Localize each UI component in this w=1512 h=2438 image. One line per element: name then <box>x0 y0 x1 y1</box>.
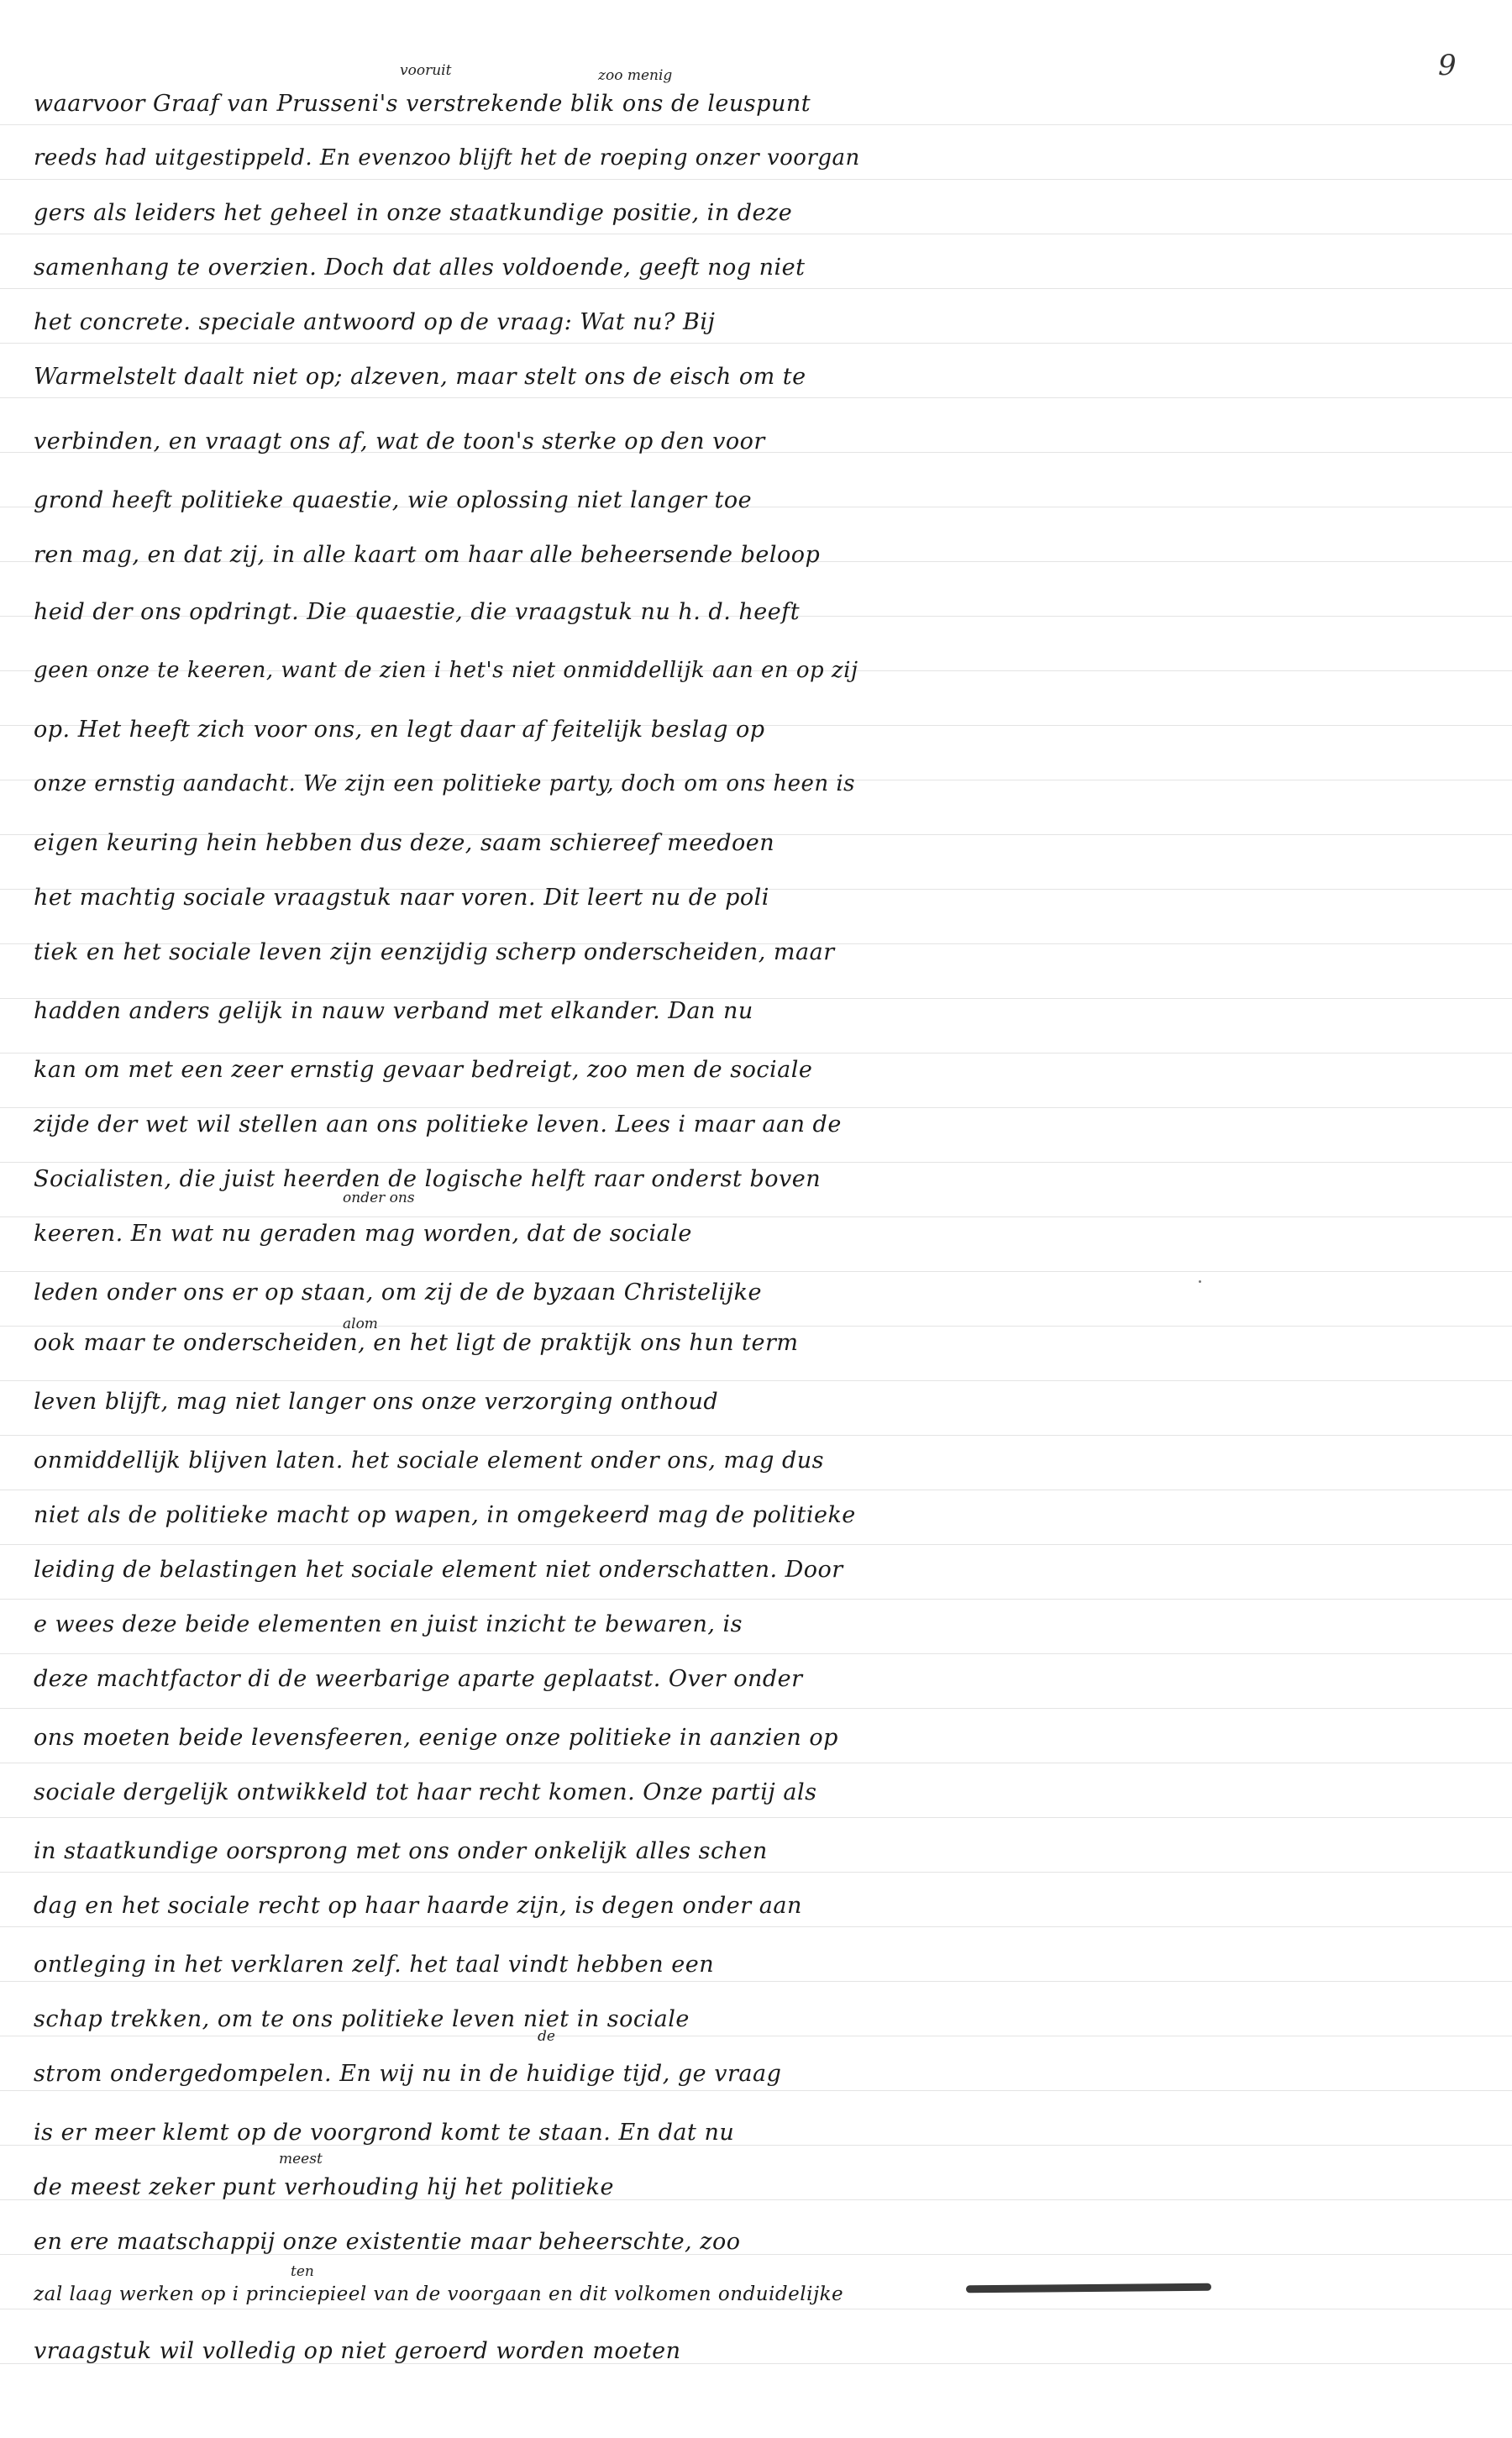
manuscript-line: geen onze te keeren, want de zien i het's niet onmiddellijk aan en op zij <box>34 658 858 683</box>
manuscript-line: dag en het sociale recht op haar haarde zijn, is degen onder aan <box>34 1893 802 1919</box>
ruled-line <box>0 2090 1512 2091</box>
ruled-line <box>0 1872 1512 1873</box>
manuscript-line: samenhang te overzien. Doch dat alles voldoende, geeft nog niet <box>34 255 806 281</box>
manuscript-line: Warmelstelt daalt niet op; alzeven, maar stelt ons de eisch om te <box>34 364 806 390</box>
manuscript-line: sociale dergelijk ontwikkeld tot haar recht komen. Onze partij als <box>34 1779 817 1805</box>
ruled-line <box>0 1653 1512 1654</box>
manuscript-line: in staatkundige oorsprong met ons onder onkelijk alles schen <box>34 1838 768 1864</box>
manuscript-line: ontleging in het verklaren zelf. het taal vindt hebben een <box>34 1952 715 1978</box>
manuscript-line: het concrete. speciale antwoord op de vraag: Wat nu? Bij <box>34 309 716 335</box>
ruled-line <box>0 124 1512 125</box>
ruled-line <box>0 1162 1512 1163</box>
manuscript-line: gers als leiders het geheel in onze staatkundige positie, in deze <box>34 200 793 226</box>
ruled-line <box>0 288 1512 289</box>
insertion-alom: alom <box>343 1316 378 1332</box>
manuscript-line: deze machtfactor di de weerbarige aparte geplaatst. Over onder <box>34 1666 803 1692</box>
manuscript-line: heid der ons opdringt. Die quaestie, die vraagstuk nu h. d. heeft <box>34 599 801 625</box>
ruled-line <box>0 1380 1512 1381</box>
manuscript-line: vraagstuk wil volledig op niet geroerd worden moeten <box>34 2338 681 2364</box>
manuscript-line: verbinden, en vraagt ons af, wat de toon's sterke op den voor <box>34 428 765 454</box>
ruled-line <box>0 1107 1512 1108</box>
page-number: 9 <box>1438 49 1457 82</box>
insertion-de: de <box>538 2028 555 2045</box>
manuscript-line: reeds had uitgestippeld. En evenzoo blijft het de roeping onzer voorgan <box>34 145 860 171</box>
ruled-line <box>0 1817 1512 1818</box>
manuscript-line: grond heeft politieke quaestie, wie oplossing niet langer toe <box>34 487 753 513</box>
manuscript-line: de meest zeker punt verhouding hij het politieke <box>34 2174 614 2200</box>
ink-dot <box>1199 1280 1201 1283</box>
manuscript-line: keeren. En wat nu geraden mag worden, dat de sociale <box>34 1221 692 1247</box>
manuscript-line: leiding de belastingen het sociale element niet onderschatten. Door <box>34 1557 843 1583</box>
ruled-line <box>0 1599 1512 1600</box>
manuscript-line: ook maar te onderscheiden, en het ligt de praktijk ons hun term <box>34 1330 799 1356</box>
manuscript-line: schap trekken, om te ons politieke leven niet in sociale <box>34 2006 690 2032</box>
manuscript-line: onze ernstig aandacht. We zijn een politieke party, doch om ons heen is <box>34 771 856 796</box>
ruled-line <box>0 1926 1512 1927</box>
manuscript-line: waarvoor Graaf van Prusseni's verstrekende blik ons de leuspunt <box>34 91 811 117</box>
ruled-line <box>0 1544 1512 1545</box>
manuscript-line: ons moeten beide levensfeeren, eenige onze politieke in aanzien op <box>34 1725 838 1751</box>
manuscript-line: niet als de politieke macht op wapen, in omgekeerd mag de politieke <box>34 1502 856 1528</box>
ruled-line <box>0 179 1512 180</box>
ruled-line <box>0 1326 1512 1327</box>
manuscript-line: zijde der wet wil stellen aan ons politieke leven. Lees i maar aan de <box>34 1111 842 1138</box>
manuscript-line: zal laag werken op i princiepieel van de voorgaan en dit volkomen onduidelijke <box>34 2283 844 2305</box>
ruled-line <box>0 1271 1512 1272</box>
ruled-line <box>0 397 1512 398</box>
ruled-line <box>0 1708 1512 1709</box>
manuscript-line: leden onder ons er op staan, om zij de de byzaan Christelijke <box>34 1279 762 1306</box>
ruled-line <box>0 1435 1512 1436</box>
manuscript-line: hadden anders gelijk in nauw verband met elkander. Dan nu <box>34 998 753 1024</box>
manuscript-line: op. Het heeft zich voor ons, en legt daar af feitelijk beslag op <box>34 717 765 743</box>
manuscript-line: tiek en het sociale leven zijn eenzijdig scherp onderscheiden, maar <box>34 939 835 965</box>
manuscript-line: is er meer klemt op de voorgrond komt te staan. En dat nu <box>34 2120 735 2146</box>
insertion-meest: meest <box>279 2151 323 2167</box>
manuscript-line: leven blijft, mag niet langer ons onze verzorging onthoud <box>34 1389 719 1415</box>
manuscript-line: e wees deze beide elementen en juist inzicht te bewaren, is <box>34 1611 743 1637</box>
ruled-line <box>0 343 1512 344</box>
ruled-line <box>0 1216 1512 1217</box>
manuscript-line: kan om met een zeer ernstig gevaar bedreigt, zoo men de sociale <box>34 1057 813 1083</box>
insertion-ten: ten <box>291 2263 314 2280</box>
manuscript-line: het machtig sociale vraagstuk naar voren. Dit leert nu de poli <box>34 885 769 911</box>
manuscript-line: strom ondergedompelen. En wij nu in de huidige tijd, ge vraag <box>34 2061 782 2087</box>
manuscript-line: Socialisten, die juist heerden de logische helft raar onderst boven <box>34 1166 822 1192</box>
manuscript-line: onmiddellijk blijven laten. het sociale element onder ons, mag dus <box>34 1448 825 1474</box>
insertion-vooruit: vooruit <box>400 62 452 79</box>
insertion-zoo-menig: zoo menig <box>598 67 673 84</box>
ruled-line <box>0 1981 1512 1982</box>
manuscript-line: en ere maatschappij onze existentie maar beheerschte, zoo <box>34 2229 741 2255</box>
insertion-onder-ons: onder ons <box>343 1190 415 1206</box>
manuscript-line: eigen keuring hein hebben dus deze, saam schiereef meedoen <box>34 830 775 856</box>
manuscript-line: ren mag, en dat zij, in alle kaart om haar alle beheersende beloop <box>34 542 821 568</box>
